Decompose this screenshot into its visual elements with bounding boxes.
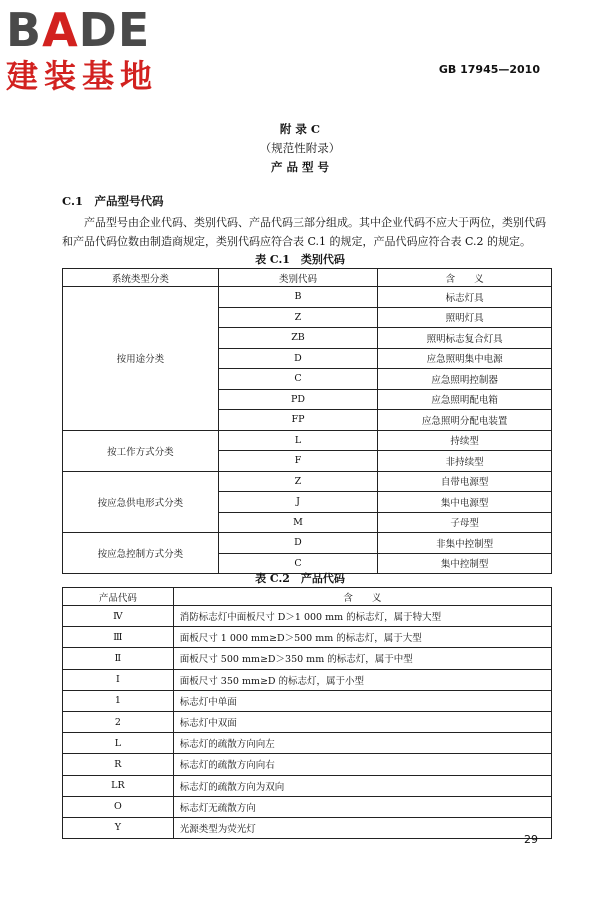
category-code: F <box>218 451 378 472</box>
table-row <box>63 733 552 754</box>
standard-number: GB 17945—2010 <box>438 63 540 76</box>
product-code: Ⅰ <box>63 669 174 690</box>
category-code: B <box>218 287 378 308</box>
category-meaning: 自带电源型 <box>378 471 552 492</box>
table-row <box>63 430 552 451</box>
table-row <box>63 775 552 796</box>
product-code: Ⅱ <box>63 648 174 669</box>
category-meaning: 集中电源型 <box>378 492 552 513</box>
table-row <box>63 533 552 554</box>
product-meaning: 标志灯的疏散方向为双向 <box>173 775 551 796</box>
category-group-label: 按应急控制方式分类 <box>63 533 219 574</box>
product-meaning: 标志灯的疏散方向向左 <box>173 733 551 754</box>
table2-caption: 表 C.2 产品代码 <box>255 572 345 585</box>
table-row <box>63 606 552 627</box>
table-row <box>63 669 552 690</box>
product-code: 1 <box>63 690 174 711</box>
table-row <box>63 796 552 817</box>
category-code: D <box>218 533 378 554</box>
product-meaning: 面板尺寸 350 mm≥D 的标志灯，属于小型 <box>173 669 551 690</box>
category-group-label: 按应急供电形式分类 <box>63 471 219 533</box>
header-cell: 类别代码 <box>218 269 378 287</box>
category-meaning: 非持续型 <box>378 451 552 472</box>
product-code: L <box>63 733 174 754</box>
table-row <box>63 754 552 775</box>
product-code: LR <box>63 775 174 796</box>
product-meaning: 标志灯中双面 <box>173 711 551 732</box>
appendix-note: （规范性附录） <box>259 141 341 155</box>
table-header-row <box>63 269 552 287</box>
category-code: D <box>218 348 378 369</box>
table-row <box>63 711 552 732</box>
product-code: Y <box>63 817 174 838</box>
product-meaning: 光源类型为荧光灯 <box>173 817 551 838</box>
product-code: O <box>63 796 174 817</box>
category-code: Z <box>218 307 378 328</box>
header-cell: 系统类型分类 <box>63 269 219 287</box>
appendix-title: 附 录 C <box>279 122 321 136</box>
category-code: PD <box>218 389 378 410</box>
product-code: R <box>63 754 174 775</box>
logo-subtitle: 建装基地 <box>6 57 159 95</box>
category-meaning: 子母型 <box>378 512 552 533</box>
category-code: C <box>218 369 378 390</box>
section-heading: C.1 产品型号代码 <box>62 194 164 208</box>
category-meaning: 应急照明分配电装置 <box>378 410 552 431</box>
product-meaning: 面板尺寸 500 mm≥D＞350 mm 的标志灯，属于中型 <box>173 648 551 669</box>
category-code: Z <box>218 471 378 492</box>
header-cell: 含 义 <box>173 588 551 606</box>
category-code-table <box>62 268 552 574</box>
product-code: Ⅲ <box>63 627 174 648</box>
category-code: M <box>218 512 378 533</box>
category-meaning: 集中控制型 <box>378 553 552 574</box>
table-row <box>63 471 552 492</box>
page-number: 29 <box>524 833 538 846</box>
logo-wordmark: BADE <box>6 3 151 57</box>
brand-logo <box>6 4 176 100</box>
product-meaning: 消防标志灯中面板尺寸 D＞1 000 mm 的标志灯，属于特大型 <box>173 606 551 627</box>
category-group-label: 按用途分类 <box>63 287 219 431</box>
table-row <box>63 627 552 648</box>
table-header-row <box>63 588 552 606</box>
category-meaning: 非集中控制型 <box>378 533 552 554</box>
category-code: J <box>218 492 378 513</box>
product-code: Ⅳ <box>63 606 174 627</box>
category-meaning: 应急照明控制器 <box>378 369 552 390</box>
header-cell: 产品代码 <box>63 588 174 606</box>
category-meaning: 标志灯具 <box>378 287 552 308</box>
section-paragraph: 产品型号由企业代码、类别代码、产品代码三部分组成。其中企业代码不应大于两位，类别代码和产品代码位数由制造商规定，类别代码应符合表 C.1 的规定，产品代码应符合表 C.2 的规定。 <box>62 216 546 248</box>
table-row <box>63 648 552 669</box>
header-cell: 含 义 <box>378 269 552 287</box>
table-row <box>63 817 552 838</box>
category-meaning: 照明标志复合灯具 <box>378 328 552 349</box>
table-row <box>63 690 552 711</box>
category-code: C <box>218 553 378 574</box>
category-meaning: 应急照明配电箱 <box>378 389 552 410</box>
category-meaning: 持续型 <box>378 430 552 451</box>
appendix-subtitle: 产 品 型 号 <box>270 160 329 174</box>
product-meaning: 面板尺寸 1 000 mm≥D＞500 mm 的标志灯，属于大型 <box>173 627 551 648</box>
product-meaning: 标志灯的疏散方向向右 <box>173 754 551 775</box>
category-meaning: 照明灯具 <box>378 307 552 328</box>
category-code: FP <box>218 410 378 431</box>
product-code: 2 <box>63 711 174 732</box>
product-code-table <box>62 587 552 839</box>
product-meaning: 标志灯无疏散方向 <box>173 796 551 817</box>
category-code: ZB <box>218 328 378 349</box>
table1-caption: 表 C.1 类别代码 <box>255 253 345 266</box>
category-group-label: 按工作方式分类 <box>63 430 219 471</box>
product-meaning: 标志灯中单面 <box>173 690 551 711</box>
table-row <box>63 287 552 308</box>
category-code: L <box>218 430 378 451</box>
category-meaning: 应急照明集中电源 <box>378 348 552 369</box>
